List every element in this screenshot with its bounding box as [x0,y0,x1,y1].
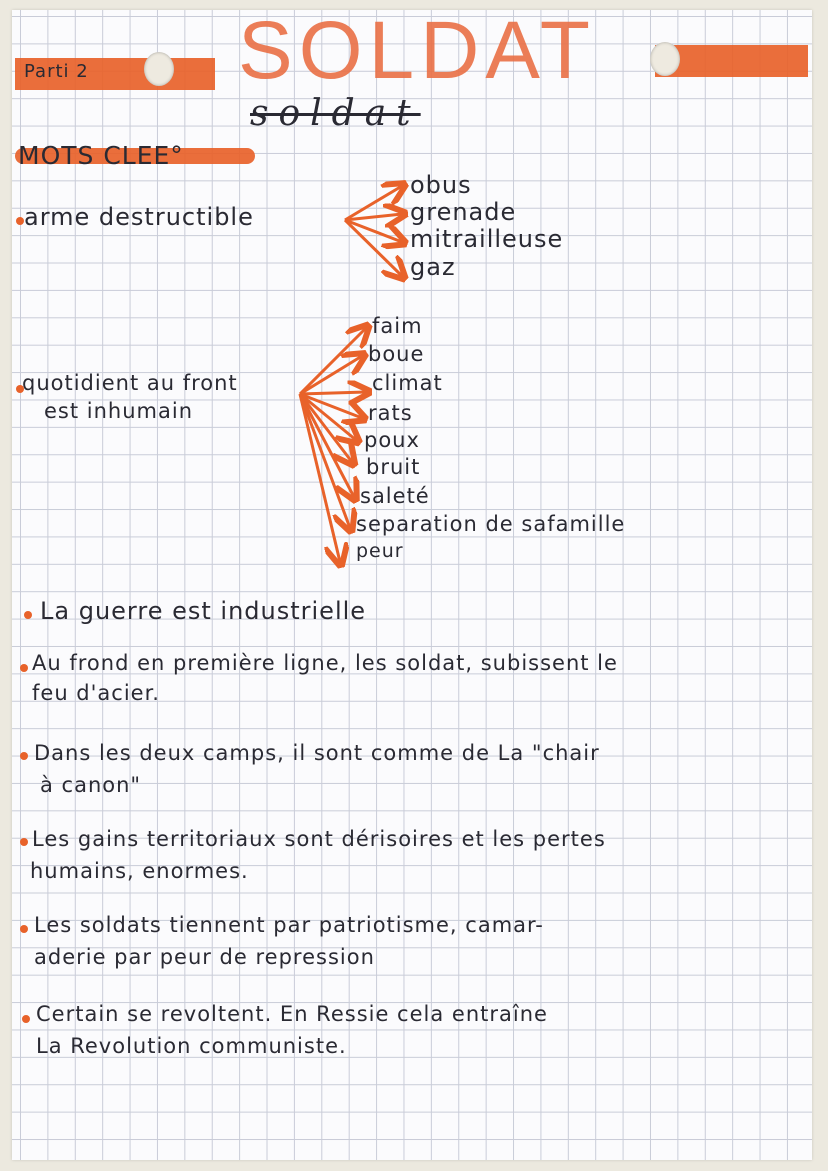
keywords-heading: MOTS CLEE° [18,141,184,170]
daily-item: faim [372,314,423,338]
bullet-text: Les gains territoriaux sont dérisoires et les pertes [32,827,606,851]
weapon-item: obus [410,171,472,199]
daily-item: bruit [366,455,421,479]
concept-daily-label-2: est inhumain [44,399,194,423]
bullet-text: aderie par peur de repression [34,945,375,969]
bullet-dot [20,838,28,846]
bullet-dot [20,752,28,760]
bullet-dot [24,611,32,619]
weapon-item: mitrailleuse [410,225,564,253]
concept-weapons-label: arme destructible [24,203,254,231]
daily-item: separation de safamille [356,512,626,536]
bullet-text: à canon" [40,773,142,797]
page-title: SOLDAT [238,5,596,96]
daily-item: poux [364,428,420,452]
page-title-script: soldat [250,93,421,134]
bullet-dot [22,1015,30,1023]
bullet-dot [20,925,28,933]
weapon-item: gaz [410,253,456,281]
part-label: Parti 2 [24,61,89,82]
daily-item: saleté [360,484,430,508]
bullet-text: Au frond en première ligne, les soldat, subissent le [32,651,618,675]
bullet-text: La Revolution communiste. [36,1034,347,1058]
daily-item: rats [368,401,413,425]
arrow [345,220,402,276]
bullet-text: humains, enormes. [30,859,249,883]
bullet-text: Certain se revoltent. En Ressie cela entraîne [36,1002,548,1026]
weapon-item: grenade [410,198,517,226]
bullet-text: Dans les deux camps, il sont comme de La "chair [34,741,600,765]
bullet-text: La guerre est industrielle [40,597,367,625]
arrow [345,220,402,242]
bullet-text: Les soldats tiennent par patriotisme, camar- [34,913,544,937]
bullet-dot [20,664,28,672]
daily-item: peur [356,540,404,562]
arrow [300,392,366,394]
daily-item: boue [368,342,425,366]
daily-item: climat [372,371,443,395]
arrow [300,394,354,497]
bullet-text: feu d'acier. [32,681,160,705]
concept-daily-label-1: quotidient au front [22,371,238,395]
